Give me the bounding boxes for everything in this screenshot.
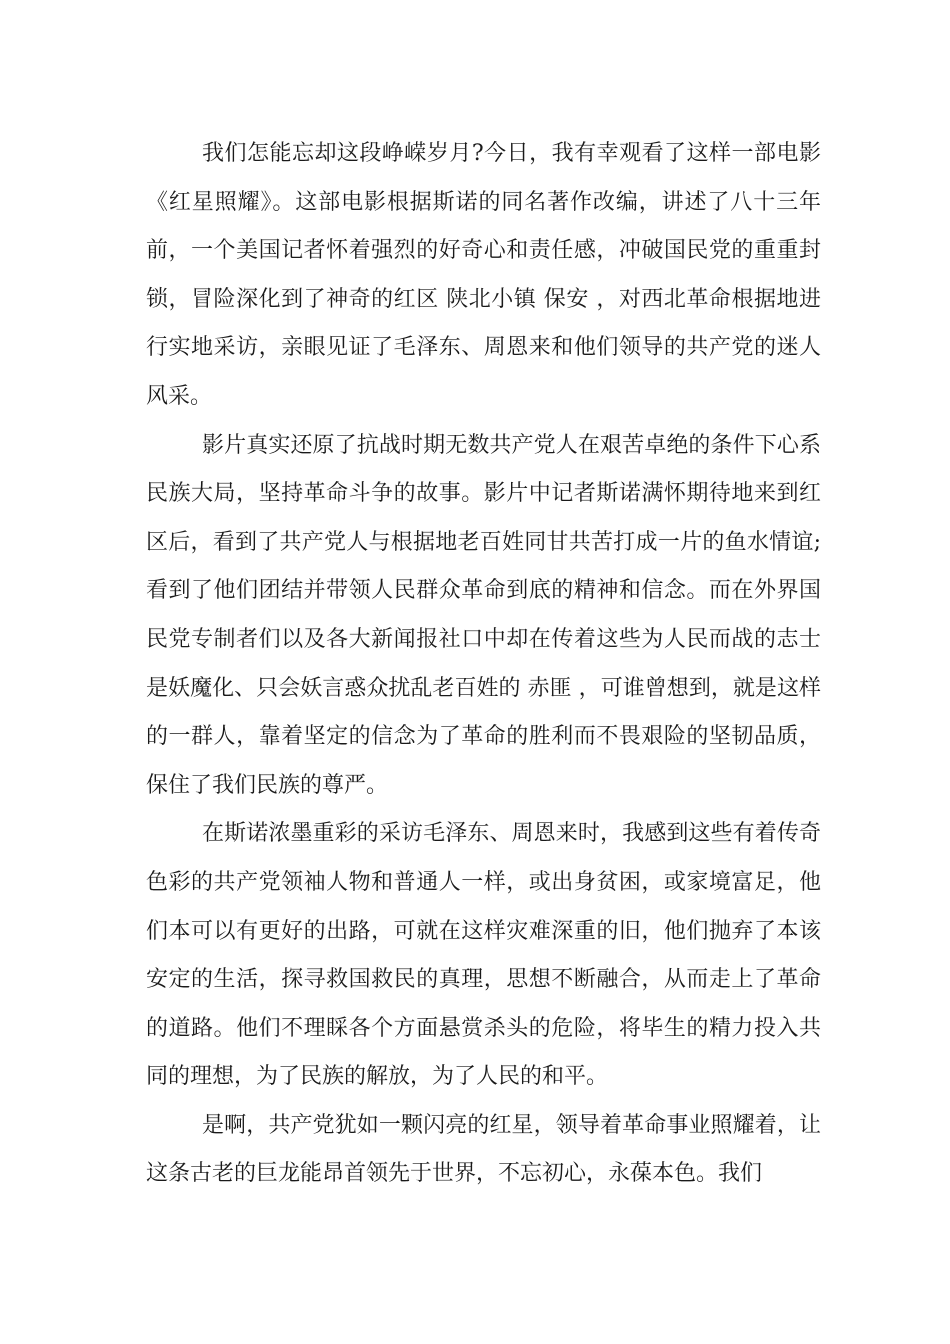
paragraph-3: 在斯诺浓墨重彩的采访毛泽东、周恩来时，我感到这些有着传奇色彩的共产党领袖人物和普通人一样，或出身贫困，或家境富足，他们本可以有更好的出路，可就在这样灾难深重的旧，他们抛弃了本该安定的生活，探寻救国救民的真理，思想不断融合，从而走上了革命的道路。他们不理睬各个方面悬赏杀头的危险，将毕生的精力投入共同的理想，为了民族的解放，为了人民的和平。 xyxy=(146,821,821,1090)
paragraph-4: 是啊，共产党犹如一颗闪亮的红星，领导着革命事业照耀着，让这条古老的巨龙能昂首领先于世界，不忘初心，永葆本色。我们 xyxy=(146,1112,821,1187)
paragraph-2: 影片真实还原了抗战时期无数共产党人在艰苦卓绝的条件下心系民族大局，坚持革命斗争的故事。影片中记者斯诺满怀期待地来到红区后，看到了共产党人与根据地老百姓同甘共苦打成一片的鱼水情谊;看到了他们团结并带领人民群众革命到底的精神和信念。而在外界国民党专制者们以及各大新闻报社口中却在传着这些为人民而战的志士是妖魔化、只会妖言惑众扰乱老百姓的 赤匪 ，可谁曾想到，就是这样的一群人，靠着坚定的信念为了革命的胜利而不畏艰险的坚韧品质，保住了我们民族的尊严。 xyxy=(146,432,821,798)
paragraph-1: 我们怎能忘却这段峥嵘岁月?今日，我有幸观看了这样一部电影《红星照耀》。这部电影根据斯诺的同名著作改编，讲述了八十三年前，一个美国记者怀着强烈的好奇心和责任感，冲破国民党的重重封锁，冒险深化到了神奇的红区 陕北小镇 保安 ，对西北革命根据地进行实地采访，亲眼见证了毛泽东、周恩来和他们领导的共产党的迷人风采。 xyxy=(146,141,821,409)
article-body xyxy=(146,130,821,1199)
